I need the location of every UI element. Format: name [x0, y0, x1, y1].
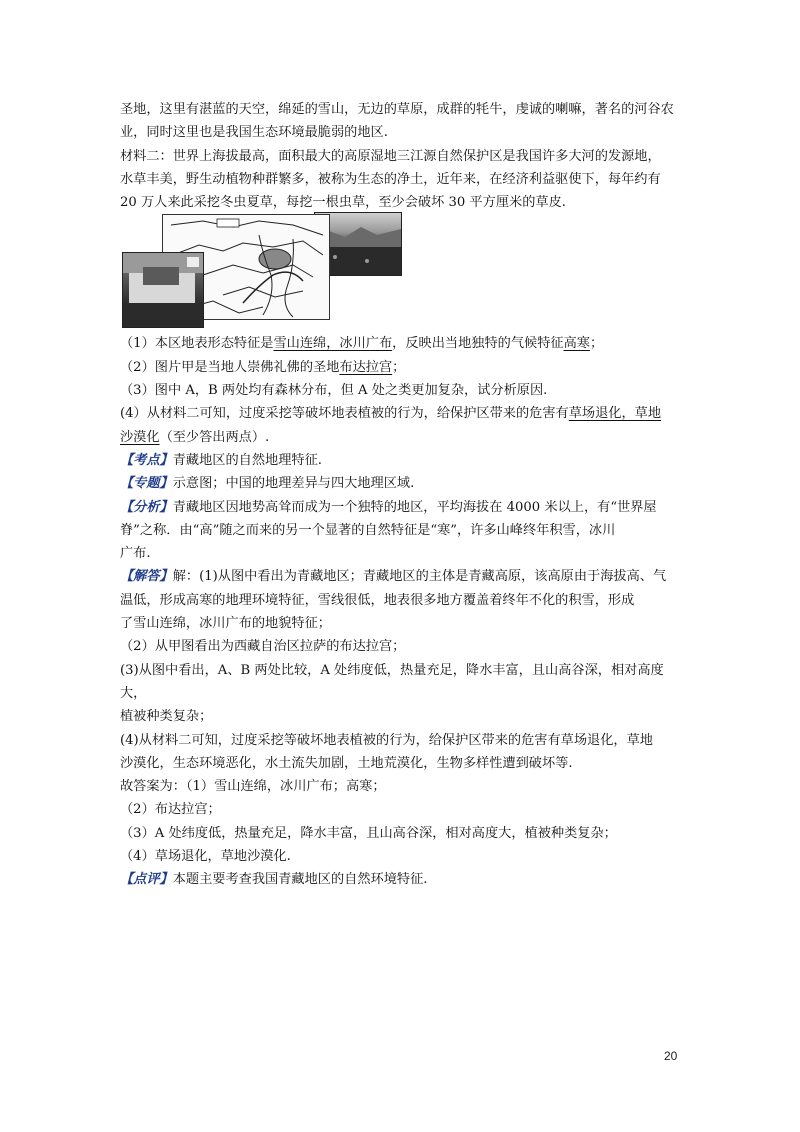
answer-underlined: 草场退化，草地	[568, 406, 662, 422]
fenxi-line: 广布.	[120, 546, 151, 562]
dianping-text: 本题主要考查我国青藏地区的自然环境特征.	[172, 872, 428, 888]
zhuanti-tag: 【专题】	[120, 476, 173, 492]
jieda-text: 解：(1)从图中看出为青藏地区；青藏地区的主体是青藏高原，该高原由于海拔高、气	[172, 569, 667, 585]
zhuanti-text: 示意图；中国的地理差异与四大地理区域.	[172, 476, 415, 492]
document-body	[120, 98, 686, 892]
jieda-line	[120, 565, 686, 588]
answer-line: （2）布达拉宫；	[120, 802, 221, 818]
figure-group	[120, 216, 686, 326]
fenxi-tag: 【分析】	[120, 499, 173, 515]
fenxi-line: 脊”之称．由“高”随之而来的另一个显著的自然特征是“寒”，许多山峰终年积雪，冰川	[120, 522, 616, 538]
question-text: （1）本区地表形态特征是	[120, 336, 274, 352]
question-4-cont	[120, 426, 686, 449]
answer-underlined: 沙漠化	[120, 429, 160, 445]
dianping-line	[120, 868, 686, 891]
jieda-line: 温低，形成高寒的地理环境特征，雪线很低，地表很多地方覆盖着终年不化的积雪，形成	[120, 592, 635, 608]
text-line: 20 万人来此采挖冬虫夏草，每挖一根虫草，至少会破坏 30 平方厘米的草皮.	[120, 195, 566, 211]
zhuanti-line	[120, 472, 686, 495]
answer-line: 故答案为：（1）雪山连绵，冰川广布；高寒；	[120, 779, 386, 795]
dianping-tag: 【点评】	[120, 872, 173, 888]
question-text: （2）图片甲是当地人崇佛礼佛的圣地	[120, 359, 340, 375]
question-text: (4）从材料二可知，过度采挖等破坏地表植被的行为，给保护区带来的危害有	[120, 406, 569, 422]
answer-underlined: 高寒	[563, 336, 590, 352]
question-text: （至少答出两点）.	[159, 429, 270, 445]
answer-underlined: 雪山连绵，冰川广布	[273, 336, 393, 352]
kaodian-line	[120, 449, 686, 472]
page-number: 20	[664, 1049, 678, 1063]
jieda-line: (3)从图中看出，A、B 两处比较，A 处纬度低，热量充足，降水丰富，且山高谷深，相对高度大，	[120, 662, 664, 701]
question-3: （3）图中 A，B 两处均有森林分布，但 A 处之类更加复杂，试分析原因.	[120, 383, 548, 399]
text-line: 圣地，这里有湛蓝的天空，绵延的雪山，无边的草原，成群的牦牛，虔诚的喇嘛，著名的河谷农	[120, 102, 674, 117]
jieda-tag: 【解答】	[120, 569, 173, 585]
fenxi-line	[120, 496, 686, 519]
jieda-line: 了雪山连绵，冰川广布的地貌特征；	[120, 616, 331, 632]
jieda-line: 沙漠化，生态环境恶化，水土流失加剧，土地荒漠化，生物多样性遭到破坏等.	[120, 755, 573, 771]
question-4	[120, 402, 686, 425]
text-line: 材料二：世界上海拔最高，面积最大的高原湿地三江源自然保护区是我国许多大河的发源地，	[120, 148, 661, 164]
jieda-line: (4)从材料二可知，过度采挖等破坏地表植被的行为，给保护区带来的危害有草场退化，草地	[120, 732, 653, 748]
answer-underlined: 布达拉宫	[339, 359, 393, 375]
jieda-line: （2）从甲图看出为西藏自治区拉萨的布达拉宫；	[120, 639, 406, 655]
answer-line: （4）草场退化，草地沙漠化.	[120, 849, 291, 865]
jieda-line: 植被种类复杂；	[120, 709, 213, 725]
question-text: ，反映出当地独特的气候特征	[392, 336, 564, 352]
question-text: ；	[589, 336, 604, 352]
text-line: 业，同时这里也是我国生态环境最脆弱的地区.	[120, 125, 388, 141]
fenxi-text: 青藏地区因地势高耸而成为一个独特的地区，平均海拔在 4000 米以上，有“世界屋	[172, 499, 657, 515]
kaodian-tag: 【考点】	[120, 452, 173, 468]
text-line: 水草丰美，野生动植物种群繁多，被称为生态的净土，近年来，在经济利益驱使下，每年约有	[120, 171, 661, 187]
question-1	[120, 332, 686, 355]
kaodian-text: 青藏地区的自然地理特征.	[172, 452, 323, 468]
potala-palace-photo	[122, 252, 204, 328]
question-2	[120, 356, 686, 379]
answer-line: （3）A 处纬度低，热量充足，降水丰富，且山高谷深，相对高度大，植被种类复杂；	[120, 825, 617, 841]
question-text: ；	[392, 359, 406, 375]
